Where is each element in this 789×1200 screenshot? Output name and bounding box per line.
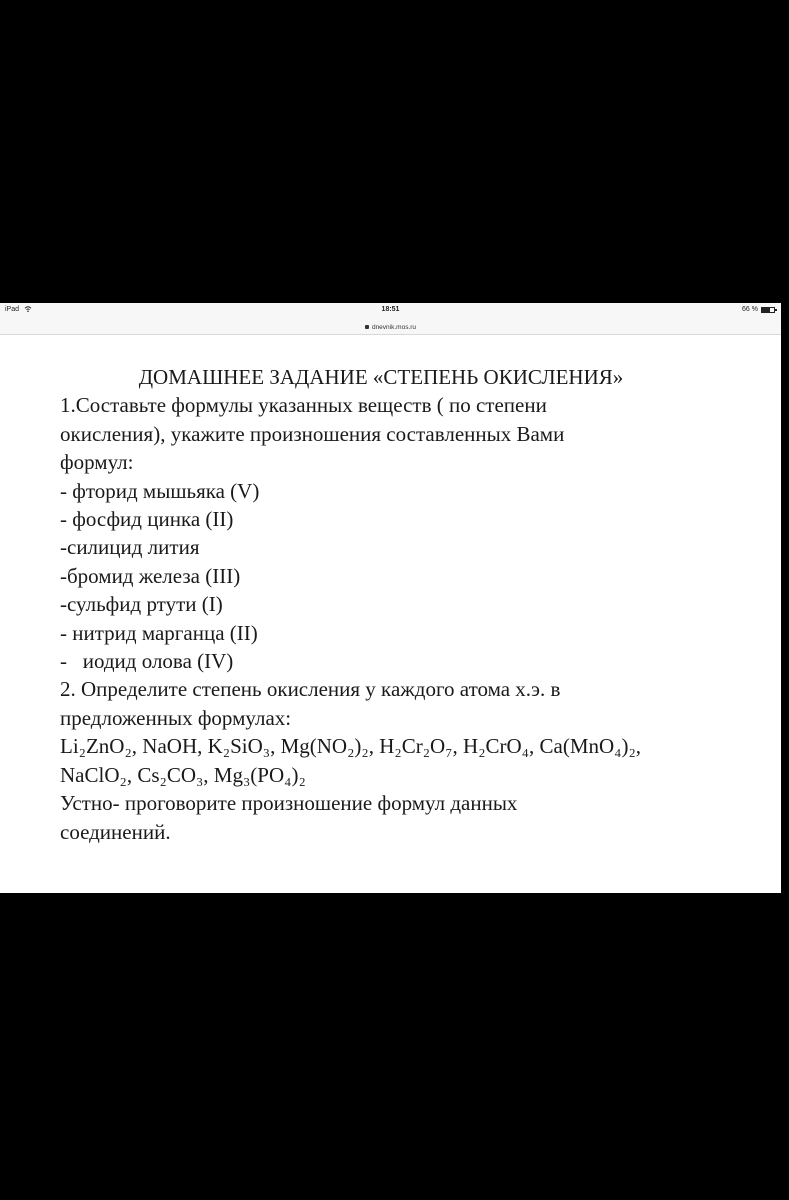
- document-title: ДОМАШНЕЕ ЗАДАНИЕ «СТЕПЕНЬ ОКИСЛЕНИЯ»: [138, 365, 624, 389]
- doc-line: соединений.: [60, 819, 171, 844]
- doc-line: -сульфид ртути (I): [60, 592, 223, 617]
- ipad-screen: [0, 303, 781, 893]
- battery-fill: [762, 308, 770, 312]
- doc-line: - иодид олова (IV): [60, 649, 234, 674]
- status-bar: [0, 303, 781, 321]
- clock: 18:51: [381, 306, 400, 313]
- doc-line: - фосфид цинка (II): [60, 507, 234, 532]
- doc-line: - нитрид марганца (II): [60, 620, 258, 645]
- lock-icon: [365, 325, 369, 329]
- doc-line: окисления), укажите произношения составленных Вами: [60, 421, 565, 446]
- battery-status: [742, 306, 775, 313]
- url-text[interactable]: dnevnik.mos.ru: [371, 323, 417, 331]
- battery-icon: [761, 307, 775, 313]
- doc-line: Li₂ZnO₂, NaOH, K₂SiO₃, Mg(NO₂)₂, H₂Cr₂O₇, H₂CrO₄, Ca(MnO₄)₂,: [60, 734, 642, 759]
- doc-line: -бромид железа (III): [60, 563, 241, 588]
- doc-line: формул:: [60, 450, 134, 475]
- doc-line: предложенных формулах:: [60, 705, 292, 730]
- device-name: iPad: [5, 306, 20, 313]
- homework-document: [60, 363, 760, 846]
- doc-line: -силицид лития: [60, 535, 200, 560]
- doc-line: 1.Составьте формулы указанных веществ ( по степени: [60, 393, 547, 418]
- doc-line: NaClO₂, Cs₂CO₃, Mg₃(PO₄)₂: [60, 762, 306, 787]
- doc-line: 2. Определите степень окисления у каждого атома х.э. в: [60, 677, 561, 702]
- doc-line: Устно- проговорите произношение формул данных: [60, 791, 518, 816]
- doc-line: - фторид мышьяка (V): [60, 478, 260, 503]
- battery-percent: 66 %: [742, 306, 758, 313]
- address-bar[interactable]: [0, 320, 781, 335]
